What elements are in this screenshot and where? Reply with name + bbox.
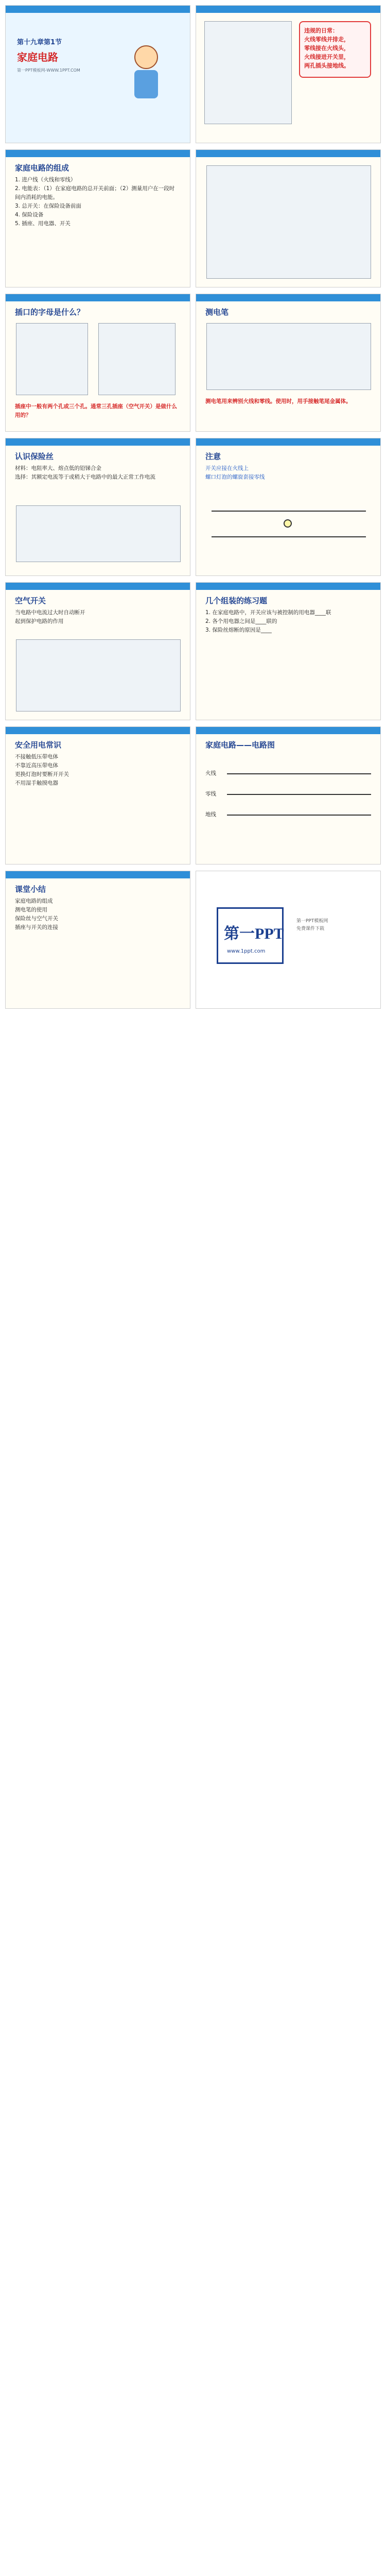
body-line: 3. 总开关：在保险设备前面 — [15, 203, 81, 209]
slide-body — [205, 464, 370, 482]
logo-url: www.1ppt.com — [227, 948, 266, 954]
logo-lines — [296, 918, 369, 933]
slide-topbar — [196, 727, 380, 734]
body-line: 螺口灯泡的螺旋套接零线 — [205, 474, 265, 480]
slide-title: 认识保险丝 — [15, 452, 54, 461]
slide-topbar — [196, 6, 380, 13]
body-line: 起到保护电路的作用 — [15, 618, 64, 624]
warning-line: 两孔插头接地线。 — [304, 62, 349, 69]
warning-slide — [196, 5, 381, 143]
bulb-icon — [284, 519, 292, 528]
body-line: 1. 进户线（火线和零线） — [15, 177, 76, 183]
slide-body — [15, 176, 180, 228]
slide-body — [205, 608, 370, 635]
body-line: 材料：电阻率大、熔点低的铅锑合金 — [15, 465, 101, 471]
body-line: 不靠近高压带电体 — [15, 762, 58, 769]
airswitch-photo — [16, 639, 181, 711]
slide-body — [205, 763, 226, 825]
body-line: 测电笔的使用 — [15, 907, 47, 913]
wire-neutral — [212, 536, 366, 537]
plug-slide — [5, 294, 190, 432]
slide-body — [15, 897, 180, 932]
body-line: 1. 在家庭电路中，开关应该与被控制的用电器____联 — [205, 609, 331, 616]
slide-topbar — [6, 150, 190, 157]
tester-photo — [206, 323, 371, 390]
body-line: 开关应接在火线上 — [205, 465, 249, 471]
warning-line: 火线接进开关里， — [304, 54, 349, 60]
socket-photo — [16, 323, 88, 395]
warning-line: 火线零线并排走， — [304, 36, 349, 43]
wire-label: 零线 — [205, 791, 216, 797]
body-line: 2. 电能表：（1）在家庭电路的总开关前面；（2）测量用户在一段时间内消耗的电能。 — [15, 185, 175, 200]
logo-slide — [196, 871, 381, 1009]
slide-topbar — [6, 294, 190, 301]
caption-text: 插座中一般有两个孔或三个孔。通常三孔插座（空气开关）是做什么用的？ — [15, 403, 177, 418]
slide-topbar — [196, 583, 380, 590]
wire-label: 火线 — [205, 770, 216, 776]
slide-body — [15, 608, 180, 626]
slide-title: 家庭电路——电路图 — [205, 740, 275, 750]
body-line: 插座与开关的连接 — [15, 924, 58, 930]
slide-topbar — [6, 6, 190, 13]
slide-title: 家庭电路的组成 — [15, 163, 69, 173]
body-line: 选择：其额定电流等于或稍大于电路中的最大正常工作电流 — [15, 474, 155, 480]
slide-body — [15, 753, 180, 788]
circuit-diagram-slide — [196, 726, 381, 865]
wire-live — [227, 773, 371, 774]
wire-live — [212, 511, 366, 512]
chapter-label: 第十九章第1节 — [17, 39, 62, 46]
caption-text: 测电笔用来辨别火线和零线。使用时，用手接触笔尾金属体。 — [205, 398, 352, 404]
circuit-photo-slide — [196, 149, 381, 287]
slide-topbar — [6, 871, 190, 878]
slide-title: 课堂小结 — [15, 885, 46, 894]
slide-topbar — [196, 294, 380, 301]
slide-title: 插口的字母是什么？ — [15, 308, 85, 317]
tester-slide — [196, 294, 381, 432]
wire-label: 地线 — [205, 811, 216, 818]
fuse-figure — [16, 505, 181, 562]
warning-line: 零线接在火线头， — [304, 45, 349, 52]
logo-mark: 第一PPT — [224, 925, 284, 942]
body-line: 保险丝与空气开关 — [15, 916, 58, 922]
components-slide — [5, 149, 190, 287]
slide-topbar — [6, 583, 190, 590]
body-line: 当电路中电流过大时自动断开 — [15, 609, 85, 616]
slide-topbar — [196, 150, 380, 157]
slide-topbar — [6, 727, 190, 734]
body-line: 家庭电路的组成 — [15, 898, 53, 904]
body-line: 2. 各个用电器之间是____联的 — [205, 618, 277, 624]
body-line: 更换灯泡时要断开开关 — [15, 771, 69, 777]
plug-photo — [98, 323, 176, 395]
slide-body — [205, 397, 370, 406]
slide-body — [15, 464, 180, 482]
mascot-illustration — [123, 42, 169, 104]
wire-neutral — [227, 794, 371, 795]
review-slide — [5, 871, 190, 1009]
slide-title: 测电笔 — [205, 308, 229, 317]
room-wiring-figure — [204, 21, 292, 124]
slide-body — [15, 402, 180, 420]
site-label: 第一PPT模板网-WWW.1PPT.COM — [17, 68, 80, 73]
safety-slide — [5, 726, 190, 865]
exercises-slide — [196, 582, 381, 720]
cover-slide — [5, 5, 190, 143]
slide-title: 几个组装的练习题 — [205, 596, 268, 605]
cover-title: 家庭电路 — [17, 51, 58, 63]
switch-slide — [196, 438, 381, 576]
slide-title: 注意 — [205, 452, 221, 461]
body-line: 3. 保险丝熔断的原因是____ — [205, 627, 272, 633]
wire-ground — [227, 815, 371, 816]
logo-line: 免费课件下载 — [296, 926, 325, 931]
slide-title: 安全用电常识 — [15, 740, 62, 750]
body-line: 不用湿手触摸电器 — [15, 780, 58, 786]
slide-topbar — [196, 438, 380, 446]
slide-topbar — [6, 438, 190, 446]
fuse-slide — [5, 438, 190, 576]
body-line: 不接触低压带电体 — [15, 754, 58, 760]
body-line: 5. 插座、用电器、开关 — [15, 221, 71, 227]
body-line: 4. 保险设备 — [15, 212, 44, 218]
airswitch-slide — [5, 582, 190, 720]
warning-line: 违规的日常： — [304, 27, 338, 34]
slide-title: 空气开关 — [15, 596, 46, 605]
logo-line: 第一PPT模板网 — [296, 919, 328, 924]
meter-photo — [206, 165, 371, 279]
warning-box — [299, 21, 371, 78]
